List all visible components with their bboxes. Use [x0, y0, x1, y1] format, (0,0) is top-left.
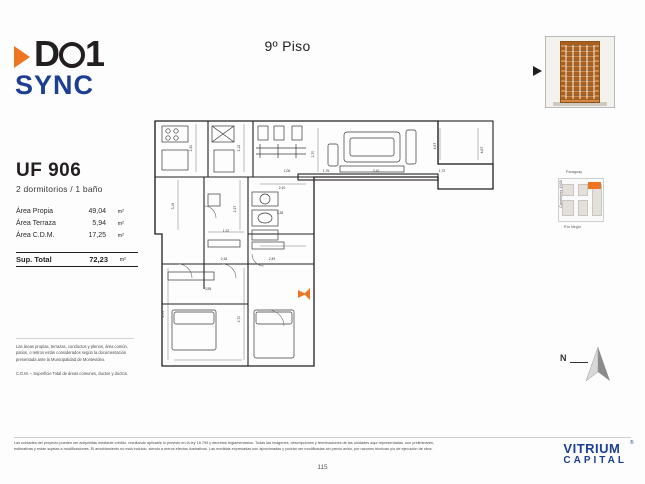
logo-text-sync: SYNC [15, 70, 95, 100]
building-thumbnail[interactable] [545, 36, 615, 108]
area-label: Área Terraza [16, 220, 56, 227]
svg-text:2,70: 2,70 [237, 315, 241, 323]
area-row [16, 220, 138, 232]
total-label: Sup. Total [16, 255, 52, 264]
floor-pointer-icon [533, 66, 542, 76]
svg-text:2,10: 2,10 [278, 186, 286, 190]
svg-text:2,49: 2,49 [268, 257, 276, 261]
svg-text:2,35: 2,35 [276, 211, 284, 215]
total-unit: m² [119, 256, 126, 263]
note-cdm: C.D.M. – Superficie Total de áreas comunes, ductos y ductos. [16, 371, 128, 377]
area-label: Área C.D.M. [16, 232, 55, 239]
total-area-row [16, 252, 138, 267]
compass [560, 345, 612, 385]
compass-needle-icon [582, 345, 616, 383]
building-tower-graphic [560, 41, 600, 103]
note-areas: Las áreas propias, terrazas, conductos y plenos, área común, patios, o retiros están considerados según la documentación presentada ante la Municipalidad de Montevideo. [16, 344, 128, 362]
svg-text:2,70: 2,70 [161, 310, 165, 318]
area-unit: m² [117, 233, 124, 239]
map-block [578, 200, 588, 216]
area-label: Área Propia [16, 208, 53, 215]
svg-text:4,67: 4,67 [433, 142, 437, 150]
unit-code: UF 906 [16, 160, 82, 181]
svg-text:1,22: 1,22 [222, 229, 230, 233]
area-value: 5,94 [92, 220, 106, 227]
map-street-top: Paraguay [566, 170, 583, 174]
svg-text:2,37: 2,37 [233, 205, 237, 213]
svg-text:3,19: 3,19 [171, 202, 175, 210]
location-map[interactable] [552, 168, 614, 234]
logo-text-d01: D 1 [34, 33, 105, 74]
map-block [562, 200, 574, 216]
area-value: 17,25 [88, 232, 106, 239]
area-unit: m² [117, 209, 124, 215]
svg-text:2,18: 2,18 [220, 257, 228, 261]
map-street-left: Canelones 1928 [559, 180, 563, 208]
area-row [16, 208, 138, 220]
svg-text:3,55: 3,55 [204, 287, 212, 291]
vitrium-capital-logo [563, 440, 634, 466]
footer-legal-text: Las unidades del proyecto pueden ser adquiridas mediante crédito, resultando aplicable lo previsto en la ley 18.795 y decretos reglamentarios. Todas las imágenes, descripciones y terminaciones de las unidades aquí representadas, son preliminares, estimativas y están sujetas a modificaciones. El amoblamiento no está incluido, siendo a meros efectos ilustrativos. Las medidas expresadas son aproximadas y podrán ser modificadas sin previo aviso, por razones técnicas y/o de ejecución de obra. [14, 441, 434, 451]
footer-divider [14, 437, 631, 438]
svg-text:1,06: 1,06 [283, 169, 291, 173]
floor-plan-drawing [148, 114, 503, 394]
floor-title-text: 9º Piso [264, 38, 311, 54]
svg-text:4,67: 4,67 [480, 146, 484, 154]
map-highlight-marker [588, 182, 601, 189]
map-block [562, 184, 574, 196]
page-number: 115 [317, 464, 328, 471]
vitrium-word: VITRIUM [563, 441, 621, 456]
entry-arrow-icon [298, 288, 310, 300]
vitrium-line1 [563, 440, 634, 456]
legal-notes [16, 338, 134, 385]
map-street-bottom: Río Negro [564, 225, 582, 229]
map-block [578, 184, 588, 196]
svg-text:2,70: 2,70 [311, 150, 315, 158]
svg-text:1,72: 1,72 [438, 169, 446, 173]
area-unit: m² [117, 221, 124, 227]
vitrium-line2: CAPITAL [563, 455, 627, 466]
total-value: 72,23 [89, 255, 108, 264]
unit-subtitle: 2 dormitorios / 1 baño [16, 184, 103, 194]
area-value: 49,04 [88, 208, 106, 215]
svg-text:3,10: 3,10 [372, 169, 380, 173]
area-table [16, 208, 138, 244]
svg-text:1,76: 1,76 [322, 169, 330, 173]
compass-label: N [560, 353, 567, 363]
floor-plan [148, 114, 503, 394]
svg-text:2,30: 2,30 [189, 144, 193, 152]
svg-text:2,15: 2,15 [237, 144, 241, 152]
area-row [16, 232, 138, 244]
trademark-icon: ® [629, 440, 634, 446]
